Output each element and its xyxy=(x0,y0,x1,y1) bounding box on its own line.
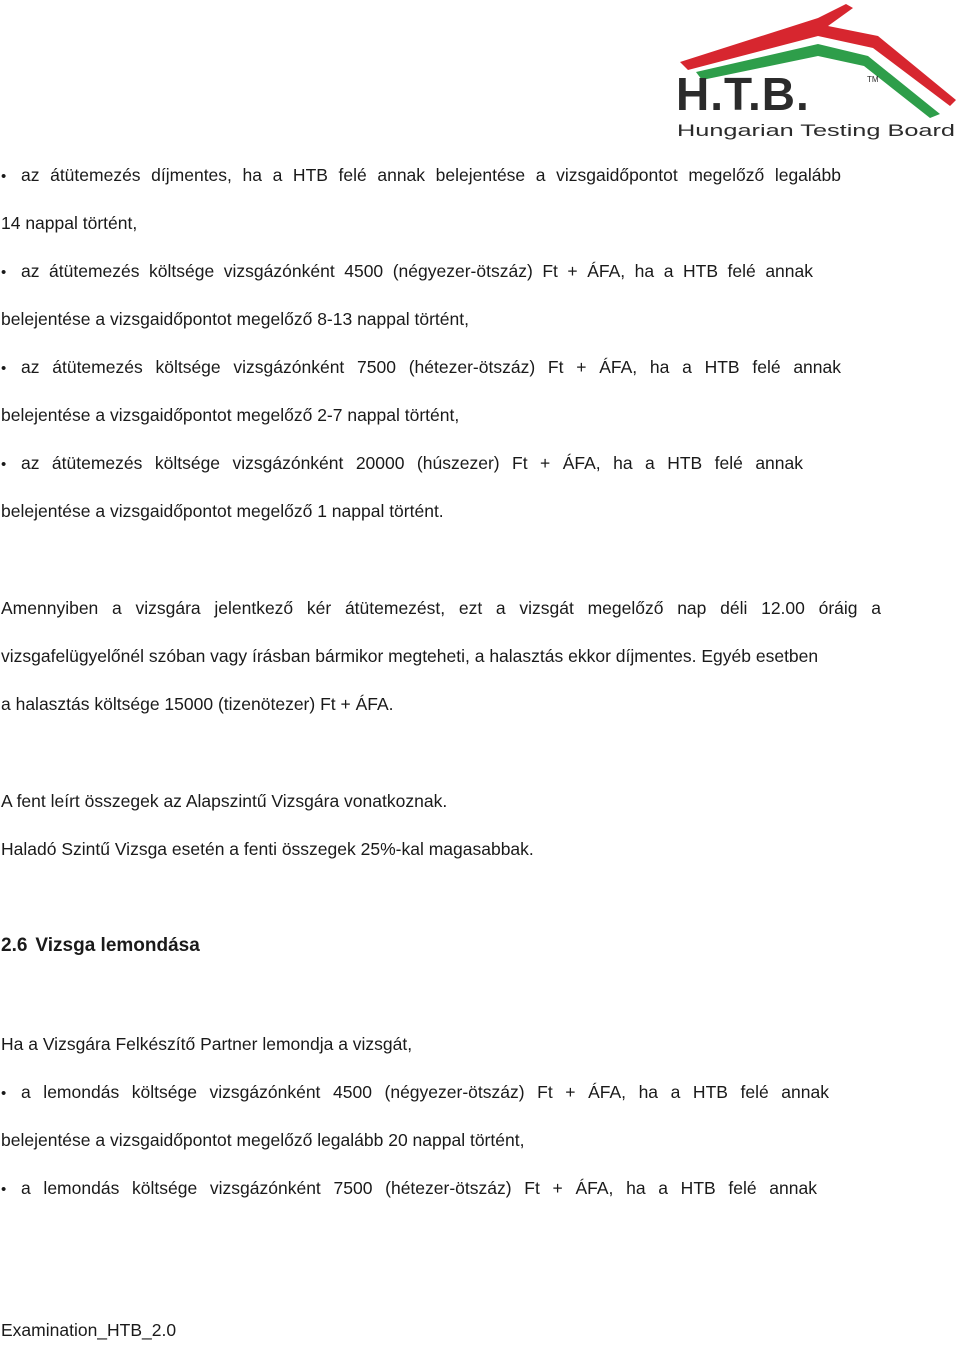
line-text: a lemondás költsége vizsgázónként 7500 (hétezer-ötszáz) Ft + ÁFA, ha a HTB felé annak xyxy=(21,1178,817,1198)
line-text: az átütemezés díjmentes, ha a HTB felé annak belejentése a vizsgaidőpontot megelőző legalább xyxy=(21,165,841,185)
htb-logo-graphic xyxy=(668,0,960,145)
line-text: a halasztás költsége 15000 (tizenötezer) Ft + ÁFA. xyxy=(1,694,394,714)
text-line xyxy=(1,499,444,523)
bullet-symbol: • xyxy=(1,168,7,185)
text-line xyxy=(1,789,447,813)
bullet-symbol: • xyxy=(1,1085,7,1102)
logo-tagline: Hungarian Testing Board xyxy=(677,122,955,140)
line-text: belejentése a vizsgaidőpontot megelőző 8-13 nappal történt, xyxy=(1,309,469,329)
bullet-symbol: • xyxy=(1,1181,7,1198)
bullet-line xyxy=(1,1176,817,1202)
page-footer xyxy=(1,1318,176,1342)
section-heading xyxy=(1,933,200,959)
htb-logo xyxy=(668,0,960,145)
line-text: Haladó Szintű Vizsga esetén a fenti összegek 25%-kal magasabbak. xyxy=(1,839,534,859)
line-text: 14 nappal történt, xyxy=(1,213,138,233)
text-line xyxy=(1,644,818,668)
text-line xyxy=(1,307,469,331)
bullet-line xyxy=(1,259,813,285)
text-line xyxy=(1,211,137,235)
line-text: belejentése a vizsgaidőpontot megelőző legalább 20 nappal történt, xyxy=(1,1130,525,1150)
text-line xyxy=(1,692,394,716)
bullet-line xyxy=(1,1080,829,1106)
line-text: Ha a Vizsgára Felkészítő Partner lemondja a vizsgát, xyxy=(1,1034,413,1054)
bullet-symbol: • xyxy=(1,264,7,281)
text-line xyxy=(1,1128,524,1152)
logo-trademark: TM xyxy=(867,75,879,84)
bullet-line xyxy=(1,163,841,189)
bullet-line xyxy=(1,451,803,477)
line-text: az átütemezés költsége vizsgázónként 20000 (húszezer) Ft + ÁFA, ha a HTB felé annak xyxy=(21,453,803,473)
bullet-line xyxy=(1,355,841,381)
line-text: belejentése a vizsgaidőpontot megelőző 1 nappal történt. xyxy=(1,501,444,521)
line-text: vizsgafelügyelőnél szóban vagy írásban bármikor megteheti, a halasztás ekkor díjmentes. Egyéb esetben xyxy=(1,646,819,666)
line-text: a lemondás költsége vizsgázónként 4500 (négyezer-ötszáz) Ft + ÁFA, ha a HTB felé annak xyxy=(21,1082,829,1102)
bullet-symbol: • xyxy=(1,456,7,473)
text-line xyxy=(1,596,881,620)
line-text: belejentése a vizsgaidőpontot megelőző 2-7 nappal történt, xyxy=(1,405,460,425)
line-text: az átütemezés költsége vizsgázónként 7500 (hétezer-ötszáz) Ft + ÁFA, ha a HTB felé annak xyxy=(21,357,841,377)
footer-text: Examination_HTB_2.0 xyxy=(1,1320,177,1340)
text-line xyxy=(1,837,534,861)
text-line xyxy=(1,1032,412,1056)
section-title: Vizsga lemondása xyxy=(35,935,200,956)
section-number: 2.6 xyxy=(1,935,28,956)
line-text: Amennyiben a vizsgára jelentkező kér átütemezést, ezt a vizsgát megelőző nap déli 12.00 óráig a xyxy=(1,598,881,618)
bullet-symbol: • xyxy=(1,360,7,377)
line-text: A fent leírt összegek az Alapszintű Vizsgára vonatkoznak. xyxy=(1,791,448,811)
text-line xyxy=(1,403,459,427)
line-text: az átütemezés költsége vizsgázónként 4500 (négyezer-ötszáz) Ft + ÁFA, ha a HTB felé annak xyxy=(21,261,813,281)
logo-letters: H.T.B. xyxy=(676,68,810,120)
